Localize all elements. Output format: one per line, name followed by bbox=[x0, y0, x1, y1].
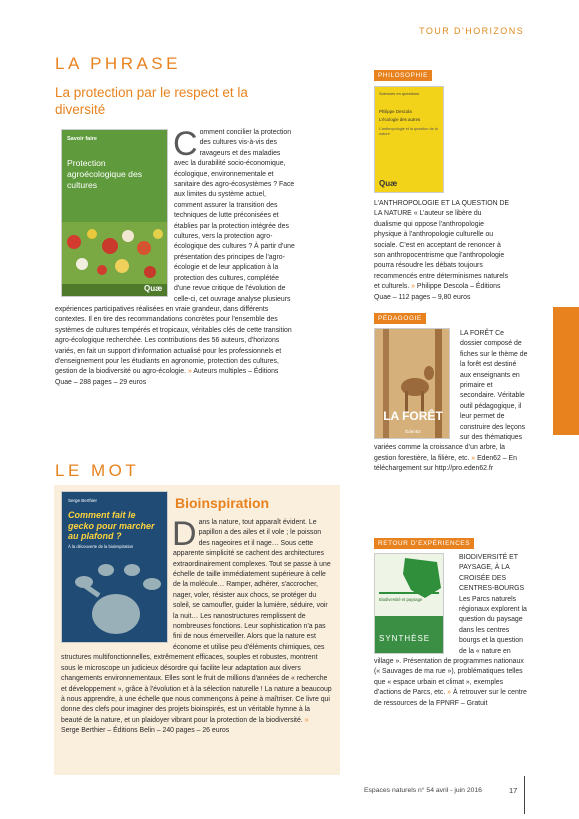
pedagogie-credit: Eden62 – En téléchargement sur http://pro.eden62.fr bbox=[374, 454, 517, 473]
footer-divider bbox=[524, 776, 525, 814]
pedagogie-body: LA FORÊT Ce dossier composé de fiches sur le thème de la forêt est destiné aux enseignants en primaire et secondaire. Véritable outil pédagogique, il leur permet de construire des leçons sur des thématiques variées comme la croissance d’un arbre, la gestion forestière, la filière, etc. bbox=[374, 330, 528, 462]
cover-title: Biodiversité et paysage bbox=[379, 597, 423, 602]
page-number: 17 bbox=[509, 786, 518, 795]
phrase-subtitle: La protection par le respect et la diversité bbox=[55, 85, 248, 117]
philosophie-credit: Philippe Descola – Éditions Quae – 112 pages – 9,80 euros bbox=[374, 283, 501, 301]
retour-credit: À retrouver sur le centre de ressources de la FPNRF – Gratuit bbox=[374, 689, 527, 707]
pedagogie-article bbox=[374, 329, 528, 475]
mot-credit: Serge Berthier – Éditions Belin – 240 pages – 26 euros bbox=[61, 727, 230, 735]
cover-title: LA FORÊT bbox=[383, 409, 443, 423]
phrase-end-mark: » bbox=[187, 368, 192, 376]
cover-brand: Sciences en questions bbox=[379, 91, 420, 96]
phrase-body: omment concilier la protection des cultures vis-à-vis des ravageurs et des maladies avec la durabilité socio-économique, écologique, environnementale et sanitaire des agro-écosystèmes ? Face aux limites du système actuel, comment assurer la transition des techniques de lutte préconisées et établies par la protection intégrée des cultures, vers la protection agro-écologique des cultures ? À partir d'une présentation des principes de l'agro-écologie et de leur application à la protection des cultures, complétée d'une revue critique de l'évolution de celle-ci, cet ouvrage analyse plusieurs expériences participatives réalisées en vraie grandeur, dans différents contextes. Il en tire des recommandations concrètes pour l'ensemble des systèmes de cultures tempérés et tropicaux, véritables clés de cette transition agro-écologique recherchée. Les contributions des 56 auteurs, d'horizons variés, en fait un support d'information actualisé pour les professionnels et d'enseignement pour les étudiants en agronomie, protection des cultures, gestion de la biodiversité ou agro-écologie. bbox=[55, 129, 295, 376]
pedagogie-tag: PÉDAGOGIE bbox=[374, 313, 426, 324]
philosophie-article bbox=[374, 95, 510, 303]
mot-end-mark: » bbox=[304, 716, 309, 724]
cover-spacer bbox=[55, 128, 174, 299]
cover-title: L’écologie des autres bbox=[379, 117, 421, 122]
cover-subtitle: L’anthropologie et la question de la nature bbox=[379, 127, 438, 136]
cover-spacer bbox=[374, 95, 450, 199]
retour-body: BIODIVERSITÉ ET PAYSAGE, À LA CROISÉE DES CENTRES-BOURGS Les Parcs naturels régionaux explorent la question du paysage dans les centres bourgs et la question de la « nature en village ». Présentation de programmes nationaux (« Sauvages de ma rue »), problématiques telles que « espace urbain et climat », exemples d’actions de Parcs, etc. bbox=[374, 554, 527, 697]
cover-author: Serge Berthier bbox=[68, 498, 98, 503]
pedagogie-end-mark: » bbox=[471, 454, 476, 462]
phrase-credit: Auteurs multiples – Éditions Quae – 288 pages – 29 euros bbox=[55, 368, 279, 386]
cover-spacer bbox=[374, 329, 460, 443]
section-tab bbox=[553, 307, 579, 435]
phrase-article bbox=[55, 125, 295, 410]
cover-brand: Savoir faire bbox=[67, 136, 97, 142]
mot-article bbox=[61, 515, 332, 737]
cover-spacer bbox=[61, 518, 173, 644]
cover-title: Protection agroécologique des cultures bbox=[67, 158, 143, 190]
cover-author: Philippe Descola bbox=[379, 109, 412, 114]
retour-end-mark: » bbox=[447, 689, 452, 697]
cover-spacer bbox=[374, 553, 459, 657]
section-header: TOUR D’HORIZONS bbox=[419, 26, 524, 36]
phrase-heading: LA PHRASE bbox=[55, 54, 181, 73]
cover-publisher: Quæ bbox=[144, 284, 163, 293]
cover-word: SYNTHÈSE bbox=[379, 634, 431, 643]
cover-title: Comment fait le gecko pour marcher au plafond ? bbox=[68, 510, 155, 541]
footer-text: Espaces naturels n° 54 avril - juin 2016 bbox=[364, 787, 482, 794]
mot-title: Bioinspiration bbox=[175, 495, 270, 511]
mot-heading: LE MOT bbox=[55, 461, 140, 480]
mot-body: ans la nature, tout apparaît évident. Le papillon a des ailes et il vole ; le poisson des nageoires et il nage… Sous cette apparente simplicité se cachent des architectures extraordinairement complexes. Tout se passe à une échelle de taille immédiatement supérieure à celle de la molécule… Ramper, adhérer, s'accrocher, nager, voler, résister aux chocs, se protéger du soleil, se camoufler, guider la lumière, séduire, voir la nuit… Les nanostructures remplissent de nombreuses fonctions. Leur sophistication n'a pas fini de nous émerveiller. Alors que la nature est économe et utilise peu d'éléments chimiques, ces structures multifonctionnelles, extrêmement efficaces, souples et robustes, montrent sous le microscope un judicieux désordre qui facilite leur adaptation aux divers changements environnementaux. Elles sont le fruit de millions d'années de « recherche et développement », grâce à l'évolution et à la sélection naturelle ! La nature a beaucoup à nous apprendre, à une échelle que nous commençons à peine à maîtriser. Ce livre qui donne des clefs pour imaginer des projets bioinspirés, est un véritable hymne à la beauté de la nature, et un plaidoyer vibrant pour la protection de la biodiversité. bbox=[61, 519, 332, 724]
philosophie-body: L’ANTHROPOLOGIE ET LA QUESTION DE LA NATURE « L’auteur se libère du dualisme qui oppose l’anthropologie physique à l’anthropologie culturelle ou sociale. C’est en acceptant de renoncer à son anthropocentrisme que l’anthropologie pourra résoudre les débats toujours recommencés entre déterminismes naturels et culturels. bbox=[374, 200, 510, 291]
philosophie-tag: PHILOSOPHIE bbox=[374, 70, 432, 81]
cover-publisher: Éden62 bbox=[405, 429, 421, 434]
mot-dropcap: D bbox=[172, 515, 197, 553]
retour-article bbox=[374, 553, 528, 709]
cover-publisher: Quæ bbox=[379, 179, 398, 188]
retour-tag: RETOUR D’EXPÉRIENCES bbox=[374, 538, 474, 549]
cover-subtitle: À la découverte de la bioinspiration bbox=[68, 544, 134, 549]
phrase-dropcap: C bbox=[173, 125, 198, 163]
philosophie-end-mark: » bbox=[411, 283, 415, 291]
